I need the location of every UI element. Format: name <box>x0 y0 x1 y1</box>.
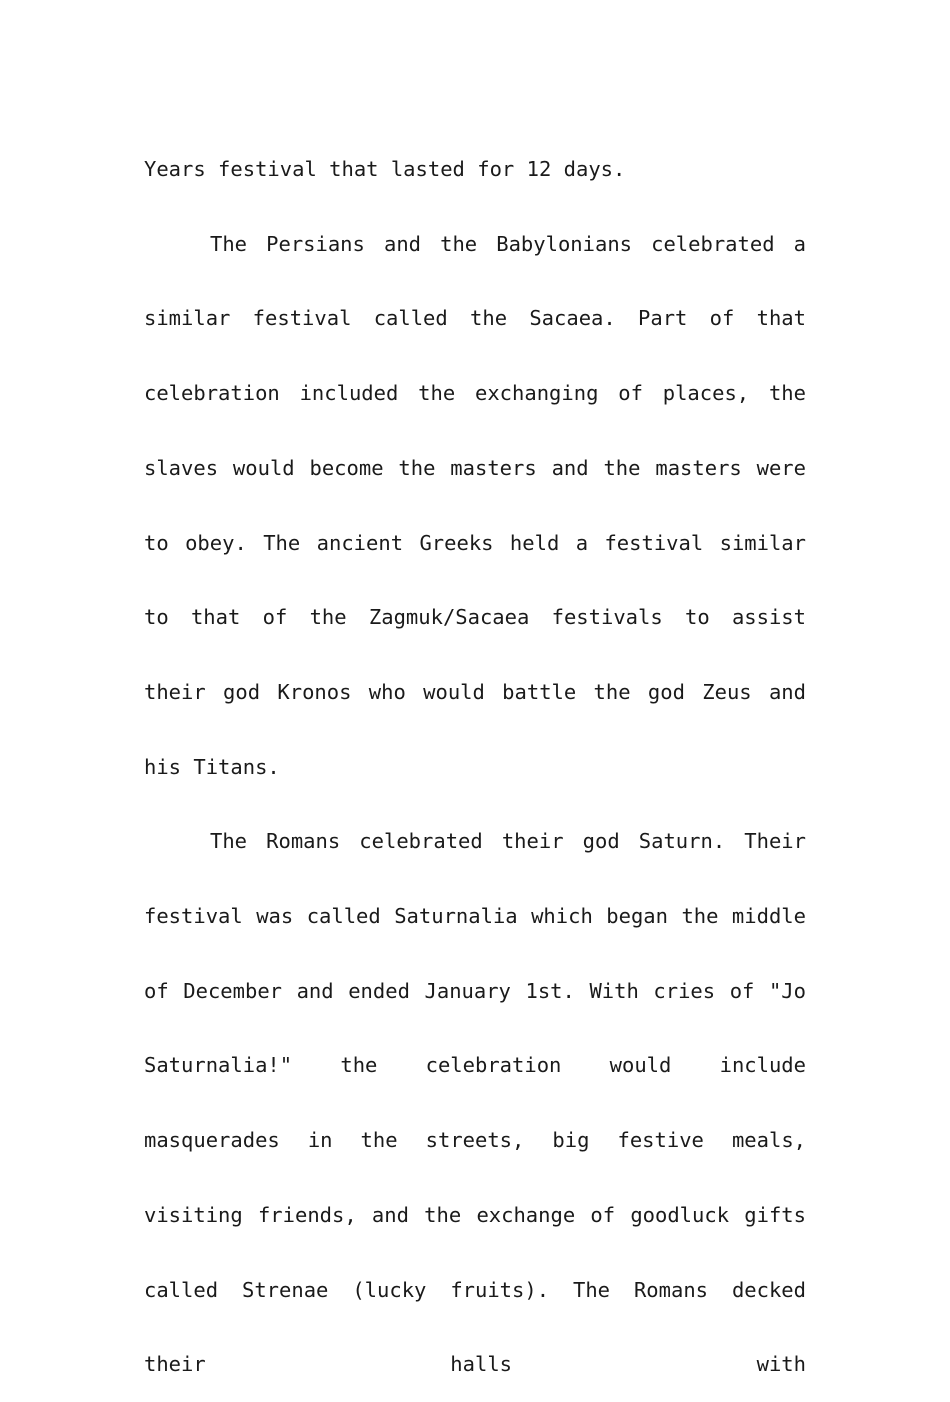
paragraph-continuation: Years festival that lasted for 12 days. <box>144 157 626 181</box>
paragraph-persians-babylonians: The Persians and the Babylonians celebrated a similar festival called the Sacaea. Part of that celebration included the exchanging of places, the slaves would become the masters and the masters were to obey. The ancient Greeks held a festival similar to that of the Zagmuk/Sacaea festivals to assist their god Kronos who would battle the god Zeus and his Titans. <box>144 231 806 779</box>
body-text <box>144 132 806 1402</box>
paragraph-romans-saturnalia: The Romans celebrated their god Saturn. Their festival was called Saturnalia which began the middle of December and ended January 1st. With cries of "Jo Saturnalia!" the celebration would include masquerades in the streets, big festive meals, visiting friends, and the exchange of goodluck gifts called Strenae (lucky fruits). The Romans decked their halls with <box>144 829 806 1377</box>
